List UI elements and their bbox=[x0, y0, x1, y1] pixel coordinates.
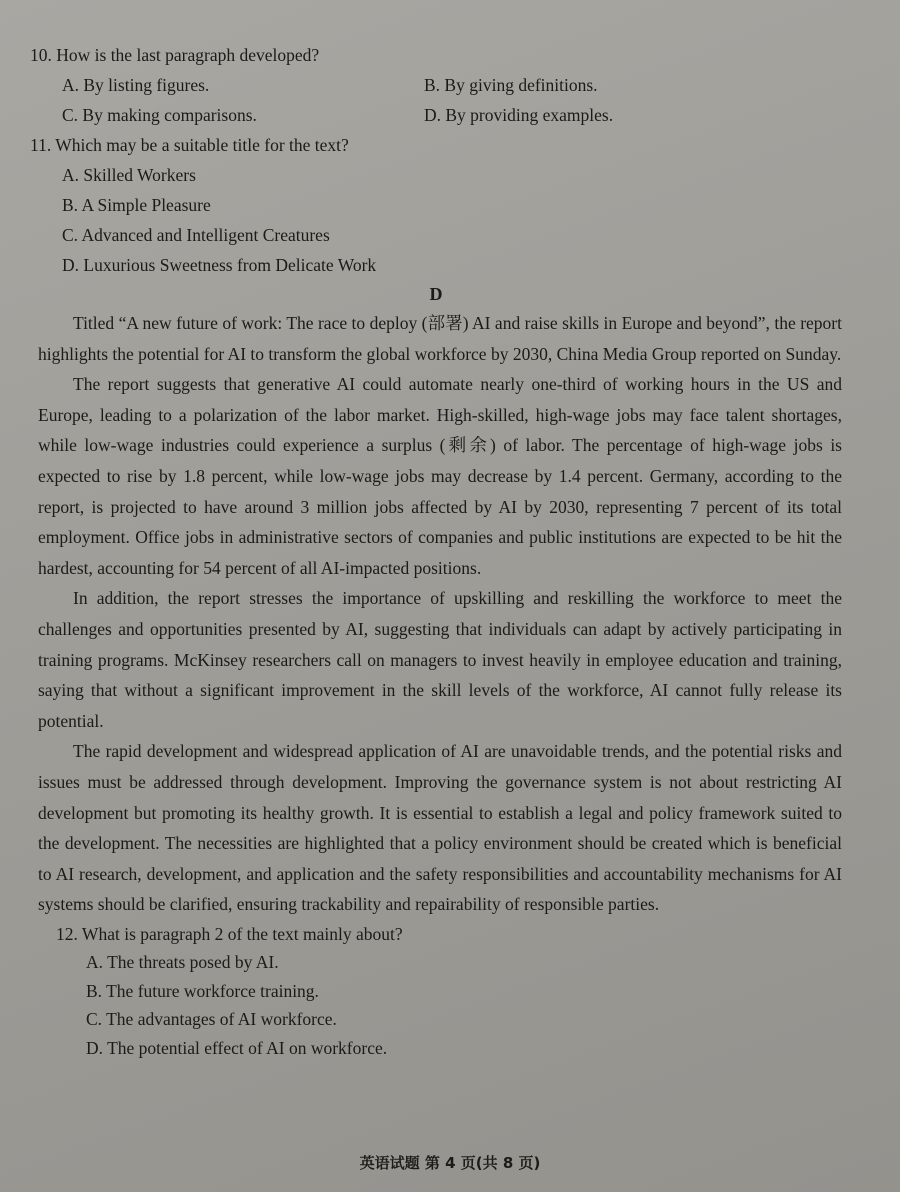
question-12 bbox=[30, 920, 842, 1063]
option-a: A. Skilled Workers bbox=[62, 165, 196, 185]
answer-options bbox=[30, 70, 842, 130]
option-a: A. The threats posed by AI. bbox=[86, 952, 279, 973]
passage-paragraph-2: The report suggests that generative AI could automate nearly one-third of working hours in the US and Europe, leading to a polarization of the labor market. High-skilled, high-wage jobs may face talent shortages, while low-wage industries could experience a surplus (剩余) of labor. The percentage of high-wage jobs is expected to rise by 1.8 percent, while low-wage jobs may decrease by 1.4 percent. Germany, according to the report, is projected to have around 3 million jobs affected by AI by 2030, representing 7 percent of its total employment. Office jobs in administrative sectors of companies and public institutions are expected to be hit the hardest, accounting for 54 percent of all AI-impacted positions. bbox=[38, 374, 842, 578]
passage-paragraph-3: In addition, the report stresses the importance of upskilling and reskilling the workforce to meet the challenges and opportunities presented by AI, suggesting that individuals can adapt by actively participating in training programs. McKinsey researchers call on managers to invest heavily in employee education and training, saying that without a significant improvement in the skill levels of the workforce, AI cannot fully release its potential. bbox=[38, 588, 842, 731]
question-10 bbox=[30, 40, 842, 130]
option-a: A. By listing figures. bbox=[62, 75, 210, 95]
answer-options bbox=[56, 948, 842, 1062]
option-c: C. By making comparisons. bbox=[62, 105, 257, 125]
page-footer: 英语试题 第 4 页(共 8 页) bbox=[359, 1154, 541, 1172]
option-d: D. The potential effect of AI on workforce. bbox=[86, 1037, 388, 1058]
option-d: D. Luxurious Sweetness from Delicate Work bbox=[62, 255, 377, 275]
passage-paragraph-1: Titled “A new future of work: The race to deploy (部署) AI and raise skills in Europe and beyond”, the report highlights the potential for AI to transform the global workforce by 2030, China Media Group reported on Sunday. bbox=[38, 313, 842, 364]
question-stem: 12. What is paragraph 2 of the text mainly about? bbox=[56, 923, 403, 944]
passage-paragraph-4: The rapid development and widespread application of AI are unavoidable trends, and the potential risks and issues must be addressed through development. Improving the governance system is not about restricting AI development but promoting its healthy growth. It is essential to establish a legal and policy framework suited to the development. The necessities are highlighted that a policy environment should be created which is beneficial to AI research, development, and application and the safety responsibilities and accountability mechanisms for AI systems should be clarified, ensuring trackability and repairability of responsible parties. bbox=[38, 741, 842, 915]
question-stem: 11. Which may be a suitable title for the text? bbox=[30, 135, 349, 155]
answer-options bbox=[30, 160, 842, 280]
option-c: C. The advantages of AI workforce. bbox=[86, 1009, 337, 1030]
section-heading: D bbox=[429, 284, 443, 304]
option-b: B. A Simple Pleasure bbox=[62, 195, 211, 215]
reading-passage bbox=[30, 308, 842, 920]
question-11 bbox=[30, 130, 842, 280]
option-b: B. By giving definitions. bbox=[424, 75, 598, 95]
option-d: D. By providing examples. bbox=[424, 105, 614, 125]
option-c: C. Advanced and Intelligent Creatures bbox=[62, 225, 330, 245]
question-stem: 10. How is the last paragraph developed? bbox=[30, 45, 320, 65]
option-b: B. The future workforce training. bbox=[86, 980, 319, 1001]
